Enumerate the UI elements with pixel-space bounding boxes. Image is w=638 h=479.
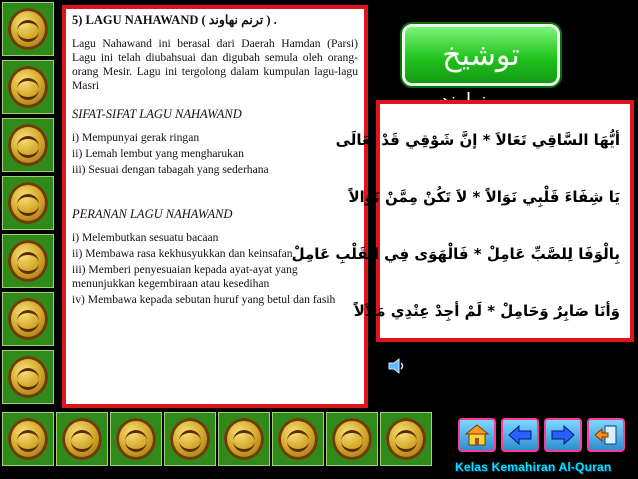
quran-medal-tile — [2, 234, 54, 288]
next-button[interactable] — [544, 418, 582, 452]
title-overflow-text — [440, 88, 540, 98]
arrow-right-icon — [550, 424, 576, 446]
quran-medal-tile — [56, 412, 108, 466]
exit-door-icon — [593, 423, 619, 447]
quran-medal-tile — [326, 412, 378, 466]
quran-medal-tile — [2, 350, 54, 404]
list-item: i) Melembutkan sesuatu bacaan — [72, 231, 219, 244]
list-item: ii) Membawa rasa kekhusyukkan dan keinsafan — [72, 247, 293, 260]
verse-line: أيُّهَا السَّاقِي تَعَالاَ * إنَّ شَوْقِي قَدْ تَعَالَى — [335, 131, 620, 149]
quran-medal-icon — [170, 418, 210, 460]
quran-medal-icon — [8, 356, 48, 398]
quran-medal-icon — [224, 418, 264, 460]
quran-medal-icon — [278, 418, 318, 460]
sifat-title: SIFAT-SIFAT LAGU NAHAWAND — [72, 107, 242, 121]
home-icon — [464, 423, 490, 447]
quran-medal-tile — [2, 176, 54, 230]
exit-button[interactable] — [587, 418, 625, 452]
quran-medal-tile — [2, 412, 54, 466]
quran-medal-tile — [2, 118, 54, 172]
sifat-list — [72, 131, 358, 177]
previous-button[interactable] — [501, 418, 539, 452]
lesson-intro: Lagu Nahawand ini berasal dari Daerah Hamdan (Parsi) Lagu ini telah diubahsuai dan digubah semula oleh orang-orang Mesir. Lagu ini tergolong dalam kumpulan lagu-lagu Masri — [72, 37, 358, 92]
quran-medal-icon — [332, 418, 372, 460]
verse-line: يَا شِفَاءَ قَلْبِي نَوَالاً * لاَ تَكُنْ مِمَّنْ نَوَالاً — [348, 188, 620, 206]
quran-medal-icon — [62, 418, 102, 460]
quran-medal-tile — [2, 292, 54, 346]
quran-medal-icon — [8, 182, 48, 224]
quran-medal-icon — [386, 418, 426, 460]
home-button[interactable] — [458, 418, 496, 452]
quran-medal-tile — [218, 412, 270, 466]
title-button-label: توشيخ — [442, 37, 520, 73]
quran-medal-tile — [380, 412, 432, 466]
quran-medal-icon — [8, 418, 48, 460]
footer-course-title: Kelas Kemahiran Al-Quran — [455, 460, 612, 474]
list-item: iii) Memberi penyesuaian kepada ayat-ayat yang menunjukkan kegembiraan atau kesedihan — [72, 263, 298, 290]
list-item: ii) Lemah lembut yang mengharukan — [72, 147, 244, 160]
arabic-verse-box — [291, 100, 634, 342]
quran-medal-icon — [8, 240, 48, 282]
speaker-icon[interactable] — [387, 356, 407, 376]
quran-medal-tile — [2, 2, 54, 56]
quran-medal-tile — [2, 60, 54, 114]
lesson-text-panel — [62, 5, 368, 408]
list-item: iv) Membawa kepada sebutan huruf yang betul dan fasih — [72, 293, 336, 306]
quran-medal-icon — [8, 298, 48, 340]
lesson-heading: 5) LAGU NAHAWAND ( ترنم نهاوند ) . — [72, 13, 277, 27]
quran-medal-icon — [8, 8, 48, 50]
peranan-title: PERANAN LAGU NAHAWAND — [72, 207, 233, 221]
verse-line: بِالْوَفَا لِلصَّبِّ عَامِلْ * فَالْهَوَى فِي الْقَلْبِ عَامِلْ — [291, 245, 620, 263]
quran-medal-icon — [8, 124, 48, 166]
quran-medal-icon — [116, 418, 156, 460]
verse-line: وَأنَا صَابِرٌ وَحَامِلْ * لَمْ أجِدْ عِنْدِي مَلاَلاً — [353, 302, 620, 320]
list-item: iii) Sesuai dengan tabagah yang sederhana — [72, 163, 269, 176]
list-item: i) Mempunyai gerak ringan — [72, 131, 200, 144]
tawsyikh-title-button[interactable] — [402, 24, 560, 86]
quran-medal-tile — [110, 412, 162, 466]
arrow-left-icon — [507, 424, 533, 446]
quran-medal-tile — [272, 412, 324, 466]
quran-medal-tile — [164, 412, 216, 466]
quran-medal-icon — [8, 66, 48, 108]
